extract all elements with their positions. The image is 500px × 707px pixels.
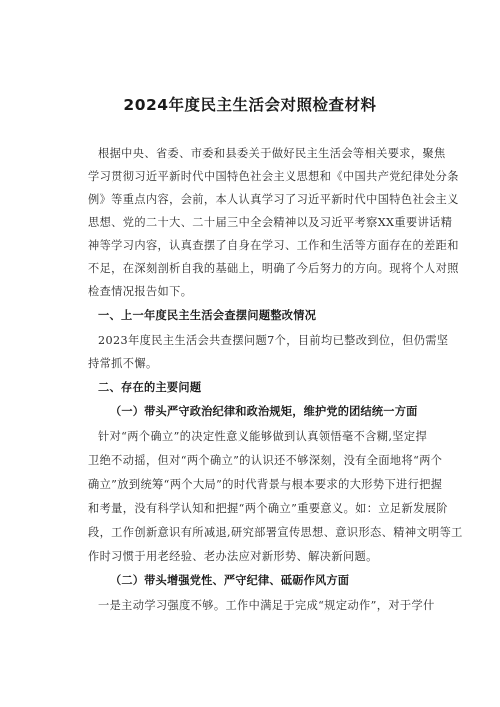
section-heading: 一、上一年度民主生活会查摆问题整改情况 [98,309,317,322]
sub1-line: 作时习惯于用老经验、老办法应对新形势、解决新问题。 [88,550,378,563]
section-heading: 二、存在的主要问题 [98,381,202,394]
section1-line: 持常抓不懈。 [88,357,158,370]
sub2-line: 一是主动学习强度不够。工作中满足于完成“规定动作”，对于学什 [98,599,435,612]
sub1-line: 卫绝不动摇，但对“两个确立”的认识还不够深刻，没有全面地将“两个 [88,454,443,467]
sub1-line: 确立”放到统筹“两个大局”的时代背景与根本要求的大形势下进行把握 [88,478,443,491]
intro-line: 根据中央、省委、市委和县委关于做好民主生活会等相关要求，聚焦 [98,147,446,160]
section1-line: 2023年度民主生活会共查摆问题7个，目前均已整改到位，但仍需坚 [98,334,449,347]
intro-line: 思想、党的二十大、二十届三中全会精神以及习近平考察XX重要讲话精 [88,216,453,229]
intro-line: 检查情况报告如下。 [88,285,193,298]
intro-line: 学习贯彻习近平新时代中国特色社会主义思想和《中国共产党纪律处分条 [88,170,459,183]
sub1-line: 和考量，没有科学认知和把握“两个确立”重要意义。如：立足新发展阶 [88,502,448,515]
subsection-heading: （一）带头严守政治纪律和政治规矩，维护党的团结统一方面 [110,405,418,418]
intro-line: 神等学习内容，认真查摆了自身在学习、工作和生活等方面存在的差距和 [88,239,459,252]
intro-line: 不足，在深刻剖析自我的基础上，明确了今后努力的方向。现将个人对照 [88,262,459,275]
document-title: 2024年度民主生活会对照检查材料 [123,96,377,114]
subsection-heading: （二）带头增强党性、严守纪律、砥砺作风方面 [110,574,350,587]
intro-line: 例》等重点内容，会前，本人认真学习了习近平新时代中国特色社会主义 [88,193,459,206]
sub1-line: 针对“两个确立”的决定性意义能够做到认真领悟毫不含糊,坚定捍 [98,430,428,443]
sub1-line: 段，工作创新意识有所减退,研究部署宣传思想、意识形态、精神文明等工 [88,526,463,539]
